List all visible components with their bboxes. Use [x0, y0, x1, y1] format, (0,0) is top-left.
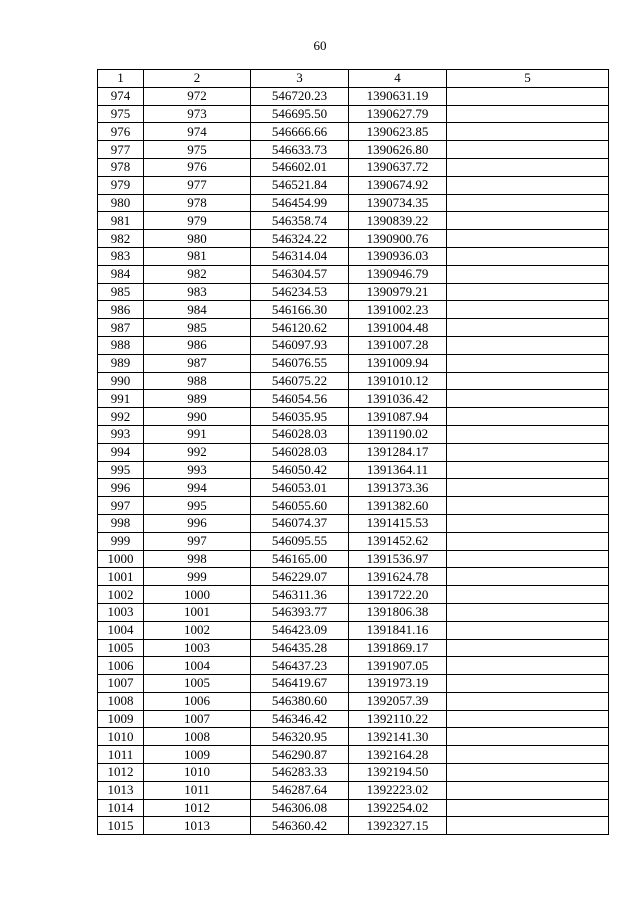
- table-cell-col-1: 1010: [98, 728, 144, 746]
- table-cell-col-5: [447, 497, 609, 515]
- table-cell-col-1: 1009: [98, 710, 144, 728]
- table-cell-col-2: 979: [144, 212, 251, 230]
- table-cell-col-3: 546028.03: [251, 425, 349, 443]
- table-cell-col-2: 978: [144, 194, 251, 212]
- table-row: [98, 639, 609, 657]
- table-cell-col-4: 1390839.22: [349, 212, 447, 230]
- table-cell-col-3: 546666.66: [251, 123, 349, 141]
- table-row: [98, 675, 609, 693]
- table-cell-col-5: [447, 87, 609, 105]
- table-row: [98, 514, 609, 532]
- table-cell-col-4: 1391869.17: [349, 639, 447, 657]
- table-cell-col-1: 993: [98, 425, 144, 443]
- table-cell-col-2: 999: [144, 568, 251, 586]
- table-cell-col-5: [447, 247, 609, 265]
- table-cell-col-1: 1007: [98, 675, 144, 693]
- table-cell-col-3: 546229.07: [251, 568, 349, 586]
- table-cell-col-3: 546324.22: [251, 230, 349, 248]
- table-row: [98, 408, 609, 426]
- table-cell-col-4: 1392327.15: [349, 817, 447, 835]
- table-cell-col-1: 1011: [98, 746, 144, 764]
- table-cell-col-2: 1005: [144, 675, 251, 693]
- table-cell-col-2: 994: [144, 479, 251, 497]
- table-cell-col-2: 982: [144, 265, 251, 283]
- table-cell-col-3: 546311.36: [251, 586, 349, 604]
- table-row: [98, 746, 609, 764]
- table-cell-col-3: 546695.50: [251, 105, 349, 123]
- table-row: [98, 817, 609, 835]
- table-cell-col-5: [447, 158, 609, 176]
- table-cell-col-4: 1391907.05: [349, 657, 447, 675]
- table-cell-col-3: 546120.62: [251, 319, 349, 337]
- table-cell-col-4: 1391009.94: [349, 354, 447, 372]
- table-cell-col-3: 546035.95: [251, 408, 349, 426]
- table-cell-col-1: 978: [98, 158, 144, 176]
- table-cell-col-2: 983: [144, 283, 251, 301]
- table-row: [98, 176, 609, 194]
- table-cell-col-4: 1391415.53: [349, 514, 447, 532]
- table-cell-col-1: 995: [98, 461, 144, 479]
- table-cell-col-1: 1012: [98, 764, 144, 782]
- table-cell-col-3: 546602.01: [251, 158, 349, 176]
- table-cell-col-1: 977: [98, 141, 144, 159]
- table-row: [98, 87, 609, 105]
- table-row: [98, 425, 609, 443]
- table-row: [98, 568, 609, 586]
- table-cell-col-4: 1392223.02: [349, 781, 447, 799]
- table-cell-col-3: 546454.99: [251, 194, 349, 212]
- table-cell-col-5: [447, 390, 609, 408]
- column-header-3: 3: [251, 70, 349, 88]
- column-header-5: 5: [447, 70, 609, 88]
- table-cell-col-1: 980: [98, 194, 144, 212]
- table-cell-col-5: [447, 728, 609, 746]
- table-row: [98, 212, 609, 230]
- table-row: [98, 497, 609, 515]
- table-cell-col-2: 1004: [144, 657, 251, 675]
- table-cell-col-4: 1390623.85: [349, 123, 447, 141]
- table-cell-col-1: 1013: [98, 781, 144, 799]
- table-cell-col-2: 980: [144, 230, 251, 248]
- table-cell-col-1: 984: [98, 265, 144, 283]
- table-cell-col-2: 981: [144, 247, 251, 265]
- table-body: [98, 87, 609, 834]
- table-cell-col-1: 992: [98, 408, 144, 426]
- table-cell-col-4: 1391364.11: [349, 461, 447, 479]
- table-row: [98, 194, 609, 212]
- table-cell-col-4: 1391002.23: [349, 301, 447, 319]
- table-cell-col-1: 999: [98, 532, 144, 550]
- table-cell-col-1: 1002: [98, 586, 144, 604]
- table-cell-col-3: 546075.22: [251, 372, 349, 390]
- table-cell-col-1: 1014: [98, 799, 144, 817]
- table-cell-col-5: [447, 461, 609, 479]
- table-cell-col-3: 546287.64: [251, 781, 349, 799]
- table-row: [98, 319, 609, 337]
- table-cell-col-5: [447, 105, 609, 123]
- table-cell-col-1: 988: [98, 336, 144, 354]
- table-cell-col-2: 975: [144, 141, 251, 159]
- table-cell-col-4: 1391722.20: [349, 586, 447, 604]
- table-cell-col-2: 1002: [144, 621, 251, 639]
- table-row: [98, 105, 609, 123]
- table-cell-col-5: [447, 283, 609, 301]
- table-cell-col-3: 546720.23: [251, 87, 349, 105]
- table-cell-col-2: 986: [144, 336, 251, 354]
- table-cell-col-2: 1008: [144, 728, 251, 746]
- table-cell-col-4: 1391806.38: [349, 603, 447, 621]
- table-cell-col-3: 546028.03: [251, 443, 349, 461]
- table-cell-col-3: 546166.30: [251, 301, 349, 319]
- table-row: [98, 532, 609, 550]
- column-header-1: 1: [98, 70, 144, 88]
- table-cell-col-4: 1390637.72: [349, 158, 447, 176]
- table-cell-col-1: 1008: [98, 692, 144, 710]
- table-cell-col-3: 546360.42: [251, 817, 349, 835]
- table-cell-col-4: 1391010.12: [349, 372, 447, 390]
- table-cell-col-3: 546380.60: [251, 692, 349, 710]
- table-cell-col-1: 983: [98, 247, 144, 265]
- table-cell-col-4: 1392194.50: [349, 764, 447, 782]
- table-cell-col-1: 986: [98, 301, 144, 319]
- table-cell-col-3: 546358.74: [251, 212, 349, 230]
- table-cell-col-5: [447, 817, 609, 835]
- table-cell-col-1: 1003: [98, 603, 144, 621]
- table-cell-col-2: 1010: [144, 764, 251, 782]
- table-cell-col-4: 1390674.92: [349, 176, 447, 194]
- table-cell-col-4: 1391452.62: [349, 532, 447, 550]
- table-cell-col-5: [447, 532, 609, 550]
- table-row: [98, 781, 609, 799]
- table-cell-col-2: 977: [144, 176, 251, 194]
- coordinates-table: [97, 69, 609, 835]
- table-cell-col-2: 1013: [144, 817, 251, 835]
- table-row: [98, 692, 609, 710]
- table-row: [98, 586, 609, 604]
- table-cell-col-3: 546304.57: [251, 265, 349, 283]
- table-cell-col-1: 989: [98, 354, 144, 372]
- table-cell-col-1: 990: [98, 372, 144, 390]
- table-cell-col-5: [447, 443, 609, 461]
- table-cell-col-2: 989: [144, 390, 251, 408]
- table-row: [98, 479, 609, 497]
- table-cell-col-4: 1391382.60: [349, 497, 447, 515]
- table-row: [98, 728, 609, 746]
- table-cell-col-4: 1390626.80: [349, 141, 447, 159]
- table-cell-col-2: 995: [144, 497, 251, 515]
- table-cell-col-4: 1391004.48: [349, 319, 447, 337]
- table-cell-col-5: [447, 354, 609, 372]
- table-cell-col-3: 546633.73: [251, 141, 349, 159]
- table-cell-col-5: [447, 692, 609, 710]
- table-cell-col-4: 1391536.97: [349, 550, 447, 568]
- table-cell-col-5: [447, 176, 609, 194]
- table-cell-col-5: [447, 586, 609, 604]
- table-cell-col-4: 1391007.28: [349, 336, 447, 354]
- table-cell-col-4: 1390631.19: [349, 87, 447, 105]
- table-cell-col-3: 546097.93: [251, 336, 349, 354]
- table-row: [98, 461, 609, 479]
- table-row: [98, 265, 609, 283]
- table-row: [98, 247, 609, 265]
- table-row: [98, 799, 609, 817]
- table-cell-col-3: 546290.87: [251, 746, 349, 764]
- table-cell-col-4: 1392141.30: [349, 728, 447, 746]
- table-cell-col-2: 987: [144, 354, 251, 372]
- table-cell-col-2: 998: [144, 550, 251, 568]
- table-cell-col-4: 1390627.79: [349, 105, 447, 123]
- table-cell-col-3: 546521.84: [251, 176, 349, 194]
- page-number: 60: [313, 38, 327, 53]
- table-cell-col-5: [447, 479, 609, 497]
- table-cell-col-3: 546053.01: [251, 479, 349, 497]
- table-row: [98, 710, 609, 728]
- table-cell-col-5: [447, 550, 609, 568]
- table-cell-col-2: 974: [144, 123, 251, 141]
- table-cell-col-2: 976: [144, 158, 251, 176]
- table-header-row: [98, 70, 609, 88]
- table-cell-col-4: 1390900.76: [349, 230, 447, 248]
- table-cell-col-5: [447, 425, 609, 443]
- table-cell-col-1: 979: [98, 176, 144, 194]
- table-cell-col-2: 1007: [144, 710, 251, 728]
- table-cell-col-3: 546393.77: [251, 603, 349, 621]
- table-cell-col-2: 996: [144, 514, 251, 532]
- table-cell-col-4: 1391087.94: [349, 408, 447, 426]
- table-cell-col-1: 996: [98, 479, 144, 497]
- table-cell-col-3: 546050.42: [251, 461, 349, 479]
- table-cell-col-5: [447, 746, 609, 764]
- table-row: [98, 301, 609, 319]
- table-row: [98, 764, 609, 782]
- column-header-4: 4: [349, 70, 447, 88]
- table-cell-col-2: 1001: [144, 603, 251, 621]
- table-row: [98, 123, 609, 141]
- table-cell-col-5: [447, 301, 609, 319]
- table-row: [98, 443, 609, 461]
- table-cell-col-2: 988: [144, 372, 251, 390]
- table-cell-col-4: 1391624.78: [349, 568, 447, 586]
- table-cell-col-2: 985: [144, 319, 251, 337]
- table-cell-col-1: 982: [98, 230, 144, 248]
- table-cell-col-3: 546306.08: [251, 799, 349, 817]
- table-cell-col-2: 1009: [144, 746, 251, 764]
- table-cell-col-4: 1391973.19: [349, 675, 447, 693]
- table-cell-col-5: [447, 639, 609, 657]
- table-cell-col-3: 546054.56: [251, 390, 349, 408]
- table-cell-col-1: 975: [98, 105, 144, 123]
- table-cell-col-1: 981: [98, 212, 144, 230]
- table-cell-col-2: 990: [144, 408, 251, 426]
- table-cell-col-4: 1390936.03: [349, 247, 447, 265]
- table-cell-col-1: 976: [98, 123, 144, 141]
- table-row: [98, 621, 609, 639]
- table-cell-col-5: [447, 781, 609, 799]
- table-cell-col-5: [447, 123, 609, 141]
- table-cell-col-4: 1392110.22: [349, 710, 447, 728]
- table-cell-col-5: [447, 710, 609, 728]
- table-cell-col-4: 1392057.39: [349, 692, 447, 710]
- table-row: [98, 603, 609, 621]
- table-cell-col-4: 1391373.36: [349, 479, 447, 497]
- table-row: [98, 657, 609, 675]
- table-cell-col-5: [447, 265, 609, 283]
- table-cell-col-3: 546437.23: [251, 657, 349, 675]
- table-cell-col-5: [447, 621, 609, 639]
- table-cell-col-2: 1011: [144, 781, 251, 799]
- table-cell-col-2: 972: [144, 87, 251, 105]
- table-cell-col-2: 1000: [144, 586, 251, 604]
- table-cell-col-1: 974: [98, 87, 144, 105]
- table-cell-col-1: 998: [98, 514, 144, 532]
- table-cell-col-4: 1391036.42: [349, 390, 447, 408]
- table-cell-col-1: 1015: [98, 817, 144, 835]
- table-cell-col-5: [447, 141, 609, 159]
- table-row: [98, 283, 609, 301]
- table-row: [98, 354, 609, 372]
- table-cell-col-1: 1001: [98, 568, 144, 586]
- table-cell-col-2: 1012: [144, 799, 251, 817]
- table-cell-col-3: 546074.37: [251, 514, 349, 532]
- table-cell-col-5: [447, 603, 609, 621]
- table-cell-col-3: 546076.55: [251, 354, 349, 372]
- table-cell-col-1: 1005: [98, 639, 144, 657]
- table-cell-col-1: 985: [98, 283, 144, 301]
- table-cell-col-4: 1392164.28: [349, 746, 447, 764]
- table-cell-col-3: 546419.67: [251, 675, 349, 693]
- table-cell-col-4: 1391284.17: [349, 443, 447, 461]
- table-cell-col-1: 1006: [98, 657, 144, 675]
- table-cell-col-3: 546346.42: [251, 710, 349, 728]
- table-cell-col-5: [447, 230, 609, 248]
- table-cell-col-4: 1391841.16: [349, 621, 447, 639]
- table-cell-col-2: 984: [144, 301, 251, 319]
- table-cell-col-3: 546234.53: [251, 283, 349, 301]
- table-cell-col-5: [447, 799, 609, 817]
- table-row: [98, 230, 609, 248]
- table-cell-col-3: 546095.55: [251, 532, 349, 550]
- table-cell-col-5: [447, 657, 609, 675]
- table-cell-col-3: 546165.00: [251, 550, 349, 568]
- table-row: [98, 550, 609, 568]
- table-cell-col-2: 991: [144, 425, 251, 443]
- table-cell-col-3: 546314.04: [251, 247, 349, 265]
- table-cell-col-4: 1392254.02: [349, 799, 447, 817]
- table-cell-col-3: 546283.33: [251, 764, 349, 782]
- table-row: [98, 336, 609, 354]
- table-cell-col-5: [447, 194, 609, 212]
- table-cell-col-2: 973: [144, 105, 251, 123]
- table-row: [98, 141, 609, 159]
- table-cell-col-5: [447, 764, 609, 782]
- table-row: [98, 390, 609, 408]
- table-cell-col-5: [447, 319, 609, 337]
- table-cell-col-5: [447, 212, 609, 230]
- table-cell-col-4: 1391190.02: [349, 425, 447, 443]
- table-cell-col-4: 1390979.21: [349, 283, 447, 301]
- table-row: [98, 372, 609, 390]
- table-cell-col-3: 546435.28: [251, 639, 349, 657]
- table-cell-col-1: 1004: [98, 621, 144, 639]
- table-cell-col-2: 1003: [144, 639, 251, 657]
- table-cell-col-5: [447, 336, 609, 354]
- table-cell-col-4: 1390734.35: [349, 194, 447, 212]
- table-cell-col-5: [447, 675, 609, 693]
- table-cell-col-1: 994: [98, 443, 144, 461]
- table-cell-col-4: 1390946.79: [349, 265, 447, 283]
- table-row: [98, 158, 609, 176]
- table-cell-col-5: [447, 408, 609, 426]
- table-cell-col-1: 997: [98, 497, 144, 515]
- table-cell-col-2: 1006: [144, 692, 251, 710]
- table-cell-col-5: [447, 568, 609, 586]
- table-cell-col-2: 997: [144, 532, 251, 550]
- table-cell-col-2: 993: [144, 461, 251, 479]
- table-cell-col-5: [447, 372, 609, 390]
- table-cell-col-1: 987: [98, 319, 144, 337]
- table-cell-col-1: 991: [98, 390, 144, 408]
- table-cell-col-3: 546320.95: [251, 728, 349, 746]
- table-cell-col-3: 546055.60: [251, 497, 349, 515]
- table-cell-col-1: 1000: [98, 550, 144, 568]
- table-cell-col-5: [447, 514, 609, 532]
- table-cell-col-3: 546423.09: [251, 621, 349, 639]
- table-cell-col-2: 992: [144, 443, 251, 461]
- column-header-2: 2: [144, 70, 251, 88]
